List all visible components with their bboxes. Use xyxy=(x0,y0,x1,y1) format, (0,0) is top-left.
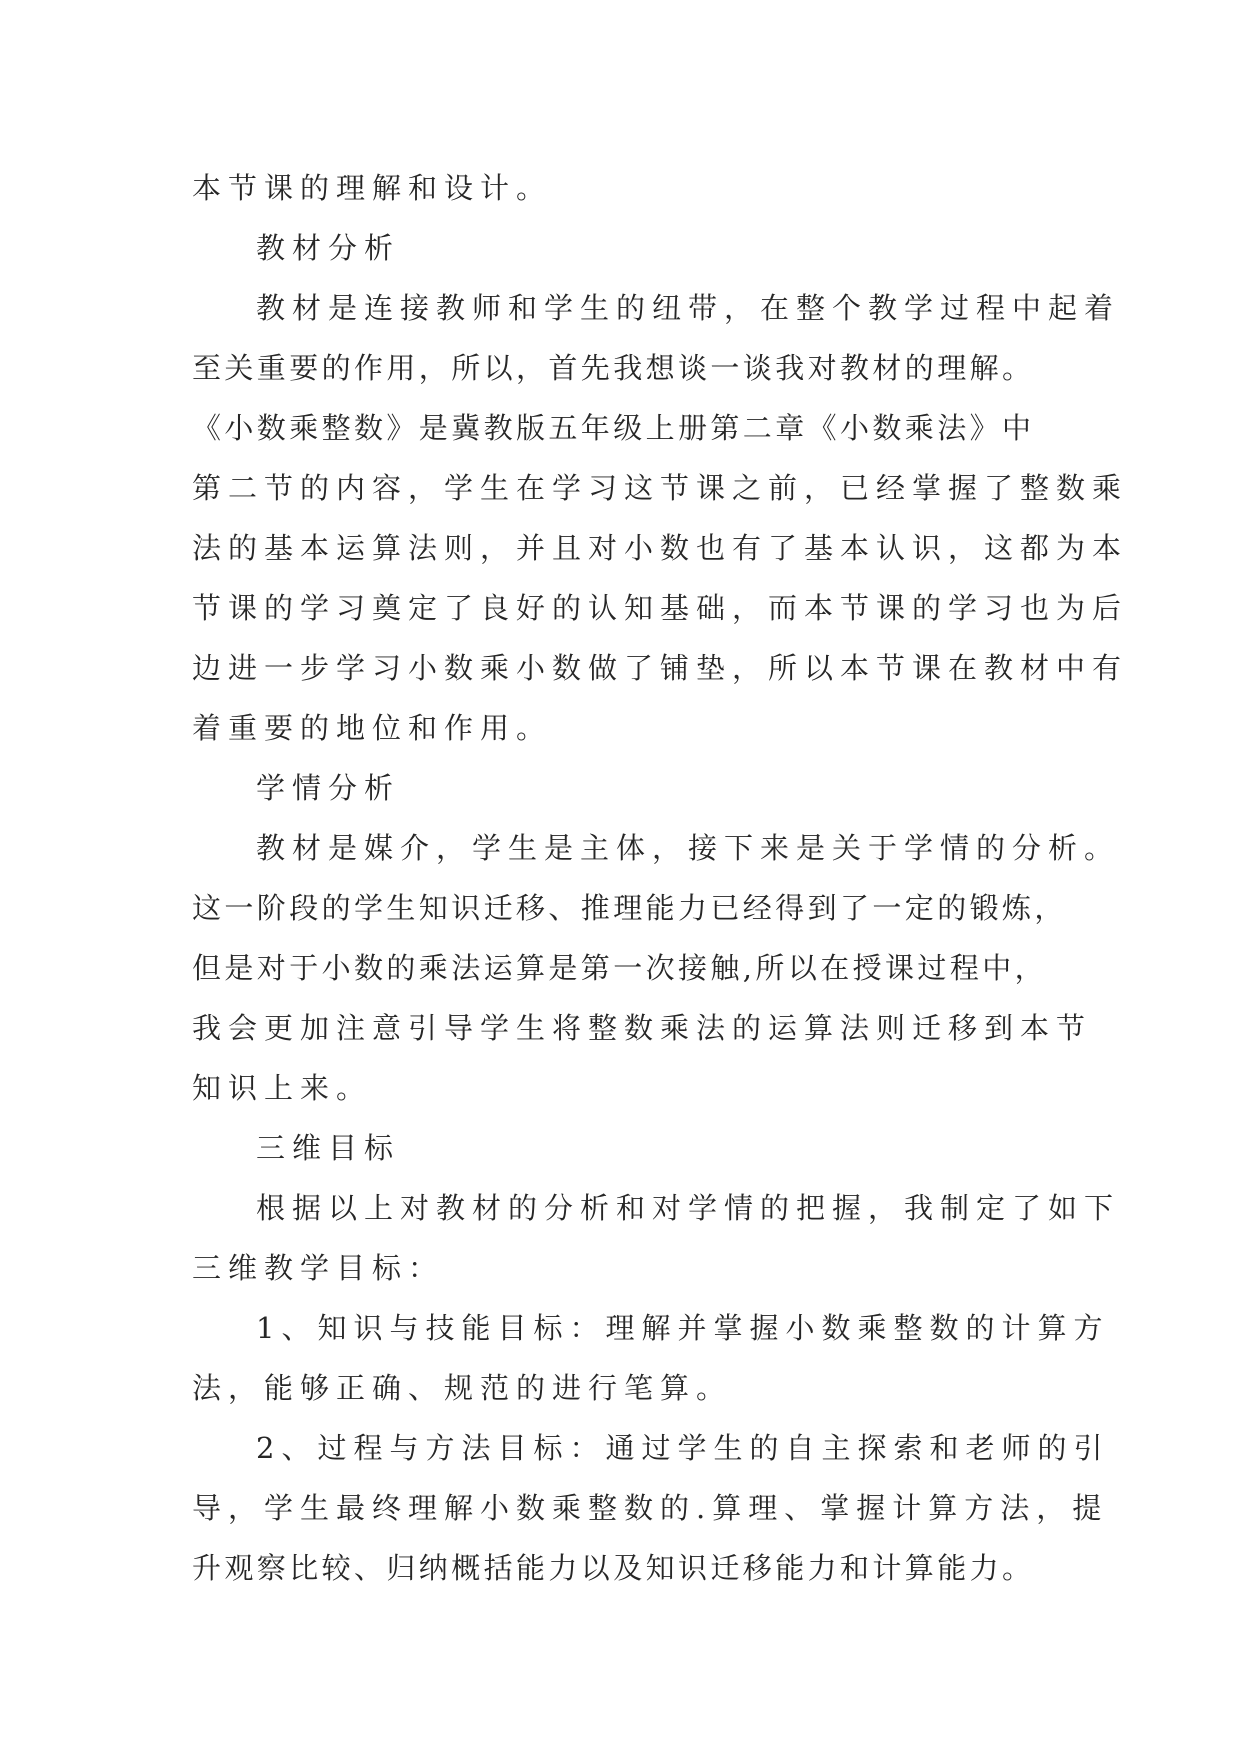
text-line-24: 升观察比较、归纳概括能力以及知识迁移能力和计算能力。 xyxy=(192,1551,1035,1585)
text-line-14: 但是对于小数的乘法运算是第一次接触,所以在授课过程中， xyxy=(192,951,1048,985)
text-line-13: 这一阶段的学生知识迁移、推理能力已经得到了一定的锻炼， xyxy=(192,891,1067,925)
text-line-6: 第二节的内容，学生在学习这节课之前，已经掌握了整数乘 xyxy=(192,471,1129,505)
text-line-12: 教材是媒介，学生是主体，接下来是关于学情的分析。 xyxy=(256,831,1121,865)
document-body xyxy=(192,158,1129,1598)
text-line-5: 《小数乘整数》是冀教版五年级上册第二章《小数乘法》中 xyxy=(192,411,1035,445)
section-heading-textbook-analysis: 教材分析 xyxy=(256,231,401,265)
text-line-3: 教材是连接教师和学生的纽带，在整个教学过程中起着 xyxy=(256,291,1121,325)
text-line-1: 本节课的理解和设计。 xyxy=(192,171,553,205)
text-line-8: 节课的学习奠定了良好的认知基础，而本节课的学习也为后 xyxy=(192,591,1129,625)
text-line-9: 边进一步学习小数乘小数做了铺垫，所以本节课在教材中有 xyxy=(192,651,1129,685)
text-line-4: 至关重要的作用，所以，首先我想谈一谈我对教材的理解。 xyxy=(192,351,1035,385)
goal-item-1: 1、知识与技能目标：理解并掌握小数乘整数的计算方 xyxy=(256,1311,1110,1345)
text-line-21: 法，能够正确、规范的进行笔算。 xyxy=(192,1371,733,1405)
text-line-23: 导，学生最终理解小数乘整数的.算理、掌握计算方法，提 xyxy=(192,1491,1109,1525)
text-line-10: 着重要的地位和作用。 xyxy=(192,711,553,745)
text-line-16: 知识上来。 xyxy=(192,1071,373,1105)
text-line-18: 根据以上对教材的分析和对学情的把握，我制定了如下 xyxy=(256,1191,1121,1225)
text-line-19: 三维教学目标： xyxy=(192,1251,445,1285)
section-heading-student-analysis: 学情分析 xyxy=(256,771,401,805)
goal-item-2: 2、过程与方法目标：通过学生的自主探索和老师的引 xyxy=(256,1431,1110,1465)
text-line-7: 法的基本运算法则，并且对小数也有了基本认识，这都为本 xyxy=(192,531,1129,565)
text-line-15: 我会更加注意引导学生将整数乘法的运算法则迁移到本节 xyxy=(192,1011,1093,1045)
section-heading-three-dimensional-goals: 三维目标 xyxy=(256,1131,401,1165)
